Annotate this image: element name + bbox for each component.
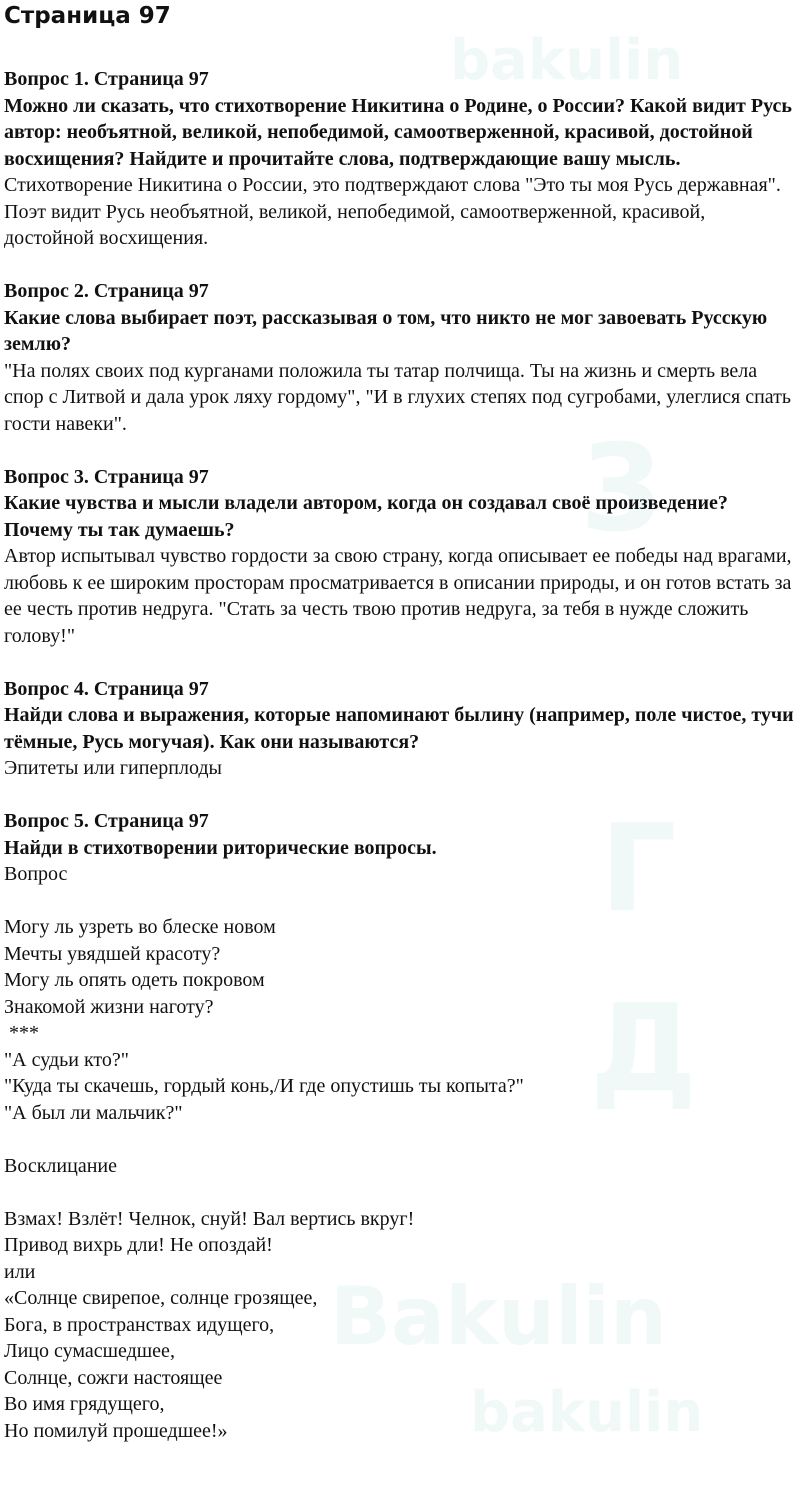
- answer-line: [4, 888, 800, 915]
- poem-line: Во имя грядущего,: [4, 1393, 165, 1415]
- watermark-brand-top: bakulin: [450, 28, 684, 93]
- poem-line: Взмах! Взлёт! Челнок, снуй! Вал вертись вкруг!: [4, 1207, 415, 1230]
- poem-line: Могу ль узреть во блеске новом: [4, 916, 276, 938]
- question-block-5: [4, 808, 800, 1444]
- quote-line: "Куда ты скачешь, гордый конь,/И где опустишь ты копыта?": [4, 1075, 524, 1097]
- question-block-4: [4, 676, 800, 782]
- poem-line: «Солнце свирепое, солнце грозящее,: [4, 1287, 318, 1309]
- question-heading: Вопрос 3. Страница 97: [4, 465, 209, 488]
- question-heading: Вопрос 5. Страница 97: [4, 810, 209, 832]
- question-text: Можно ли сказать, что стихотворение Никитина о Родине, о России? Какой видит Русь автор: необъятной, великой, непобедимой, самоотверженной, красивой, достойной восхищения? Найдите и прочитайте слова, подтверждающие вашу мысль.: [4, 94, 792, 170]
- question-block-2: [4, 278, 800, 437]
- watermark-brand-center: Bakulin: [330, 1270, 667, 1363]
- answer-line: или: [4, 1260, 36, 1283]
- question-heading: Вопрос 2. Страница 97: [4, 280, 209, 302]
- question-heading: Вопрос 4. Страница 97: [4, 677, 209, 700]
- poem-line: Могу ль опять одеть покровом: [4, 969, 265, 991]
- watermark-digit: 3: [580, 420, 664, 559]
- question-text: Найди слова и выражения, которые напоминают былину (например, поле чистое, тучи тёмные, Русь могучая). Как они называются?: [4, 704, 794, 753]
- poem-line: Бога, в пространствах идущего,: [4, 1313, 275, 1336]
- poem-line: Солнце, сожги настоящее: [4, 1366, 223, 1389]
- watermark-letter-g: Г: [600, 800, 677, 939]
- quote-line: "А был ли мальчик?": [4, 1101, 183, 1124]
- answer-text: "На полях своих под курганами положила ты татар полчища. Ты на жизнь и смерть вела спор с Литвой и дала урок ляху гордому", "И в глухих степях под сугробами, улеглися спать гости навеки".: [4, 359, 792, 435]
- poem-line: Знакомой жизни наготу?: [4, 995, 214, 1018]
- answer-line: Восклицание: [4, 1154, 117, 1177]
- answer-lines: [4, 861, 800, 1444]
- answer-text: Стихотворение Никитина о России, это подтверждают слова "Это ты моя Русь державная". Поэт видит Русь необъятной, великой, непобедимой, самоотверженной, красивой, достойной восхищения.: [4, 174, 781, 249]
- poem-line: Но помилуй прошедшее!»: [4, 1419, 228, 1442]
- poem-line: Привод вихрь дли! Не опоздай!: [4, 1234, 273, 1256]
- question-block-3: [4, 464, 800, 650]
- answer-line: [4, 1179, 800, 1206]
- answer-line: Вопрос: [4, 863, 68, 885]
- answer-text: Автор испытывал чувство гордости за свою страну, когда описывает ее победы над врагами, любовь к ее широким просторам просматривается в описании природы, и он готов встать за ее честь против недруга. "Стать за честь твою против недруга, за тебя в нужде сложить голову!": [4, 545, 792, 647]
- quote-line: "А судьи кто?": [4, 1048, 129, 1071]
- separator-stars: ***: [4, 1022, 39, 1044]
- watermark-letter-d: Д: [590, 980, 697, 1119]
- answer-text: Эпитеты или гиперплоды: [4, 757, 222, 779]
- question-heading: Вопрос 1. Страница 97: [4, 68, 209, 90]
- question-text: Какие чувства и мысли владели автором, когда он создавал своё произведение? Почему ты так думаешь?: [4, 492, 728, 541]
- poem-line: Лицо сумасшедшее,: [4, 1340, 175, 1362]
- question-text: Какие слова выбирает поэт, рассказывая о том, что никто не мог завоевать Русскую землю?: [4, 306, 768, 355]
- question-text: Найди в стихотворении риторические вопросы.: [4, 836, 437, 859]
- question-block-1: [4, 66, 800, 252]
- qa-content: [4, 66, 800, 1471]
- answer-line: [4, 1126, 800, 1153]
- watermark-brand-bottom: bakulin: [470, 1380, 704, 1445]
- page-title: Страница 97: [4, 3, 171, 29]
- poem-line: Мечты увядшей красоту?: [4, 942, 221, 965]
